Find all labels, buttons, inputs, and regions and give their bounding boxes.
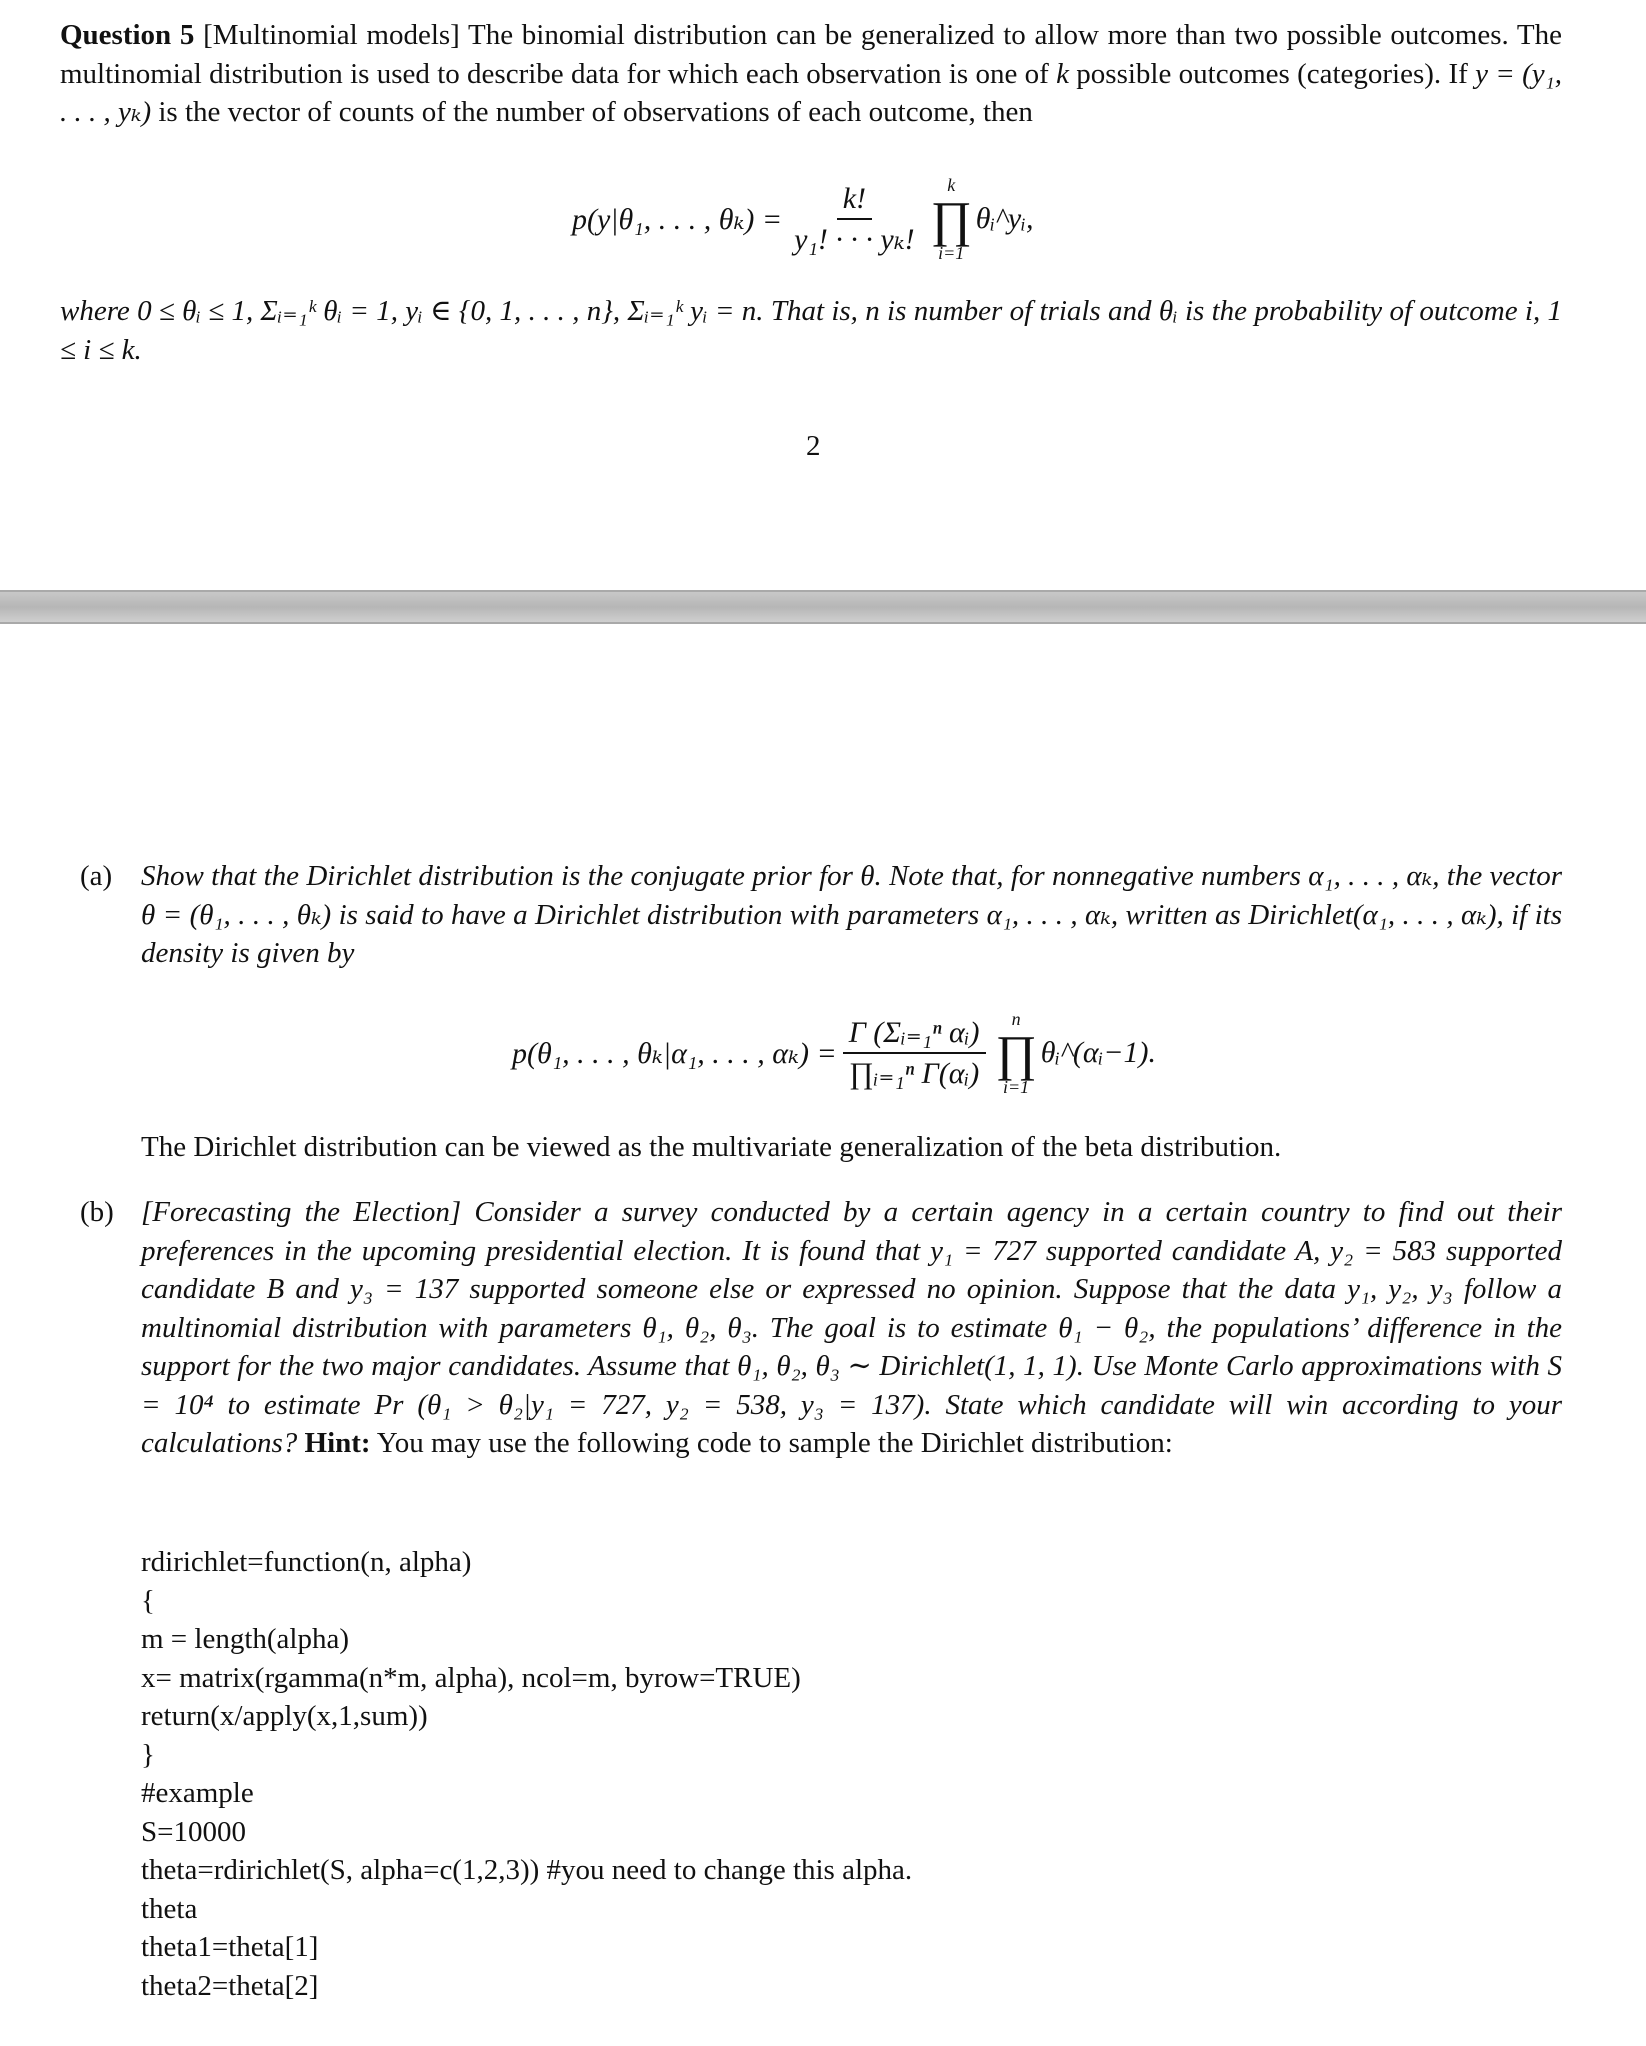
code-line: rdirichlet=function(n, alpha)	[141, 1546, 472, 1578]
formula2-prod-lower: i=1	[1003, 1077, 1030, 1097]
page-number: 2	[806, 430, 821, 462]
where-conditions	[60, 292, 1562, 369]
code-line: S=10000	[141, 1815, 246, 1848]
that-is-text: That is, n is number of trials and θᵢ is the probability of outcome i, 1 ≤ i ≤ k.	[60, 295, 1563, 366]
part-a-label: (a)	[80, 860, 113, 892]
formula2-term: θᵢ^(αᵢ−1).	[1040, 1036, 1157, 1069]
code-line: }	[141, 1738, 155, 1771]
multinomial-formula	[572, 176, 1034, 262]
hint-text: You may use the following code to sample the Dirichlet distribution:	[376, 1427, 1173, 1459]
code-line: m = length(alpha)	[141, 1623, 350, 1655]
formula1-product	[931, 176, 972, 262]
formula2-fraction	[843, 1015, 986, 1091]
question-intro-text: The binomial distribution can be generalized to allow more than two possible outcomes. The multinomial distribution is used to describe data for which each observation is one of	[60, 19, 1563, 90]
product-symbol-2: ∏	[995, 1025, 1037, 1081]
part-a-remark: The Dirichlet distribution can be viewed as the multivariate generalization of the beta distribution.	[141, 1131, 1282, 1163]
part-b-body	[141, 1193, 1562, 1463]
y-definition: y = (y₁, . . . , yₖ)	[60, 57, 1562, 128]
page-separator	[0, 590, 1646, 624]
k-variable: k	[1056, 57, 1069, 90]
question-intro-text-3: is the vector of counts of the number of observations of each outcome, then	[158, 96, 1033, 128]
part-a-text: Show that the Dirichlet distribution is the conjugate prior for θ. Note that, for nonnegative numbers α₁, . . . , αₖ, the vector θ = (θ₁, . . . , θₖ) is said to have a Dirichlet distribution with parameters α₁, . . . , αₖ, written as Dirichlet(α₁, . . . , αₖ), if its density is given by	[141, 860, 1562, 969]
page-upper	[0, 0, 1646, 590]
code-block	[141, 1543, 912, 2005]
code-line: return(x/apply(x,1,sum))	[141, 1700, 428, 1732]
code-line: theta	[141, 1892, 198, 1925]
formula2-prod-upper: n	[1011, 1009, 1021, 1029]
formula2-lhs: p(θ₁, . . . , θₖ|α₁, . . . , αₖ) =	[512, 1036, 837, 1070]
code-line: x= matrix(rgamma(n*m, alpha), ncol=m, byrow=TRUE)	[141, 1661, 801, 1694]
formula1-numerator: k!	[837, 182, 872, 220]
code-line: {	[141, 1584, 155, 1617]
hint-label: Hint:	[304, 1427, 371, 1459]
where-text: where 0 ≤ θᵢ ≤ 1, Σᵢ₌₁ᵏ θᵢ = 1, yᵢ ∈ {0, 1, . . . , n}, Σᵢ₌₁ᵏ yᵢ = n.	[60, 295, 764, 327]
product-symbol: ∏	[930, 191, 972, 247]
code-line: theta2=theta[2]	[141, 1969, 319, 2002]
part-b	[80, 1193, 1562, 1503]
question-intro	[60, 16, 1562, 132]
part-b-text: [Forecasting the Election] Consider a survey conducted by a certain agency in a certain country to find out their preferences in the upcoming presidential election. It is found that y₁ = 727 supported candidate A, y₂ = 583 supported candidate B and y₃ = 137 supported someone else or expressed no opinion. Suppose that the data y₁, y₂, y₃ follow a multinomial distribution with parameters θ₁, θ₂, θ₃. The goal is to estimate θ₁ − θ₂, the populations’ difference in the support for the two major candidates. Assume that θ₁, θ₂, θ₃ ∼ Dirichlet(1, 1, 1). Use Monte Carlo approximations with S = 10⁴ to estimate Pr (θ₁ > θ₂|y₁ = 727, y₂ = 538, y₃ = 137). State which candidate will win according to your calculations?	[141, 1196, 1562, 1459]
question-topic: [Multinomial models]	[203, 19, 460, 51]
formula1-term: θᵢ^yᵢ,	[975, 202, 1034, 235]
formula1-prod-upper: k	[947, 175, 956, 195]
question-label: Question 5	[60, 19, 195, 51]
question-intro-text-2: possible outcomes (categories). If	[1076, 57, 1468, 90]
part-a	[80, 857, 1562, 977]
formula2-denominator: ∏ᵢ₌₁ⁿ Γ(αᵢ)	[849, 1057, 980, 1090]
code-line: theta=rdirichlet(S, alpha=c(1,2,3)) #you need to change this alpha.	[141, 1854, 913, 1886]
formula2-product	[996, 1010, 1037, 1096]
formula1-prod-lower: i=1	[938, 243, 965, 263]
formula2-numerator: Γ (Σᵢ₌₁ⁿ αᵢ)	[843, 1015, 986, 1054]
code-line: theta1=theta[1]	[141, 1931, 319, 1963]
formula1-denominator: y₁! · · · yₖ!	[794, 222, 915, 256]
part-b-label: (b)	[80, 1196, 114, 1228]
formula1-lhs: p(y|θ₁, . . . , θₖ) =	[572, 202, 783, 236]
code-line: #example	[141, 1777, 254, 1809]
dirichlet-formula	[512, 1010, 1156, 1096]
formula1-fraction	[788, 182, 920, 257]
